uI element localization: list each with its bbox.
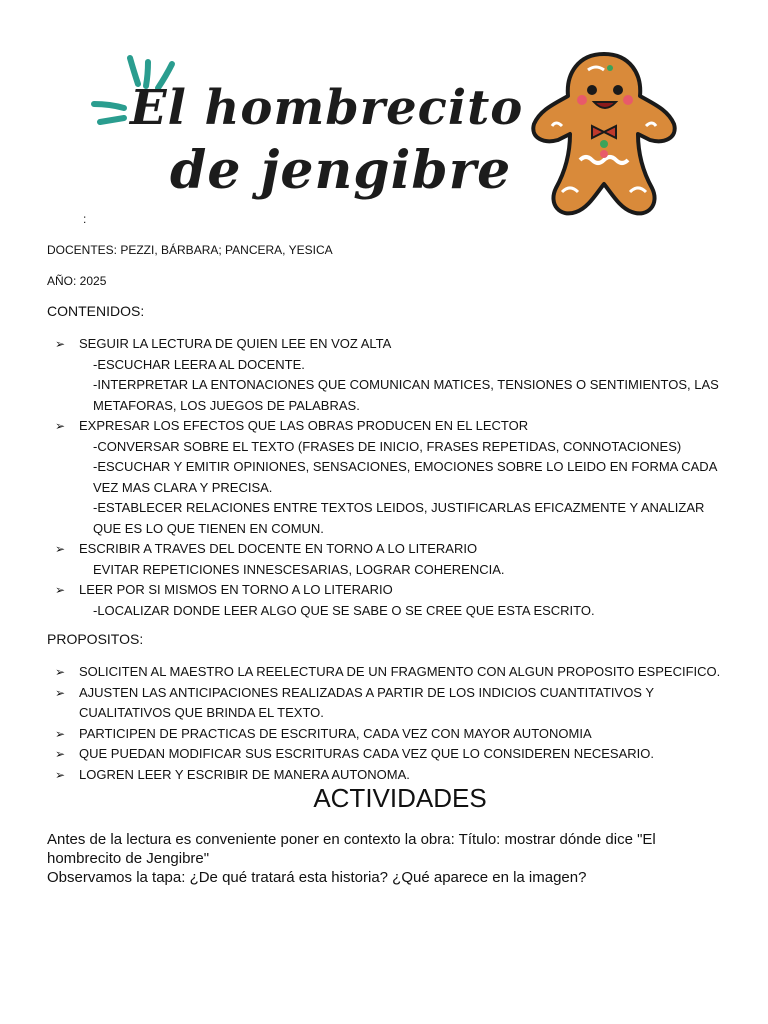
list-item (47, 683, 727, 724)
header (0, 0, 768, 230)
actividades-heading: ACTIVIDADES (313, 783, 487, 813)
list-item-text: QUE PUEDAN MODIFICAR SUS ESCRITURAS CADA VEZ QUE LO CONSIDEREN NECESARIO. (79, 746, 654, 761)
paragraph-line: Antes de la lectura es conveniente poner en contexto la obra: Título: mostrar dónde dice "El hombrecito de Jengibre" (47, 831, 656, 867)
arrow-bullet-icon: ➢ (55, 419, 66, 433)
list-subitem: EVITAR REPETICIONES INNESCESARIAS, LOGRAR COHERENCIA. (93, 561, 505, 577)
colon-mark: : (83, 212, 87, 226)
arrow-bullet-icon: ➢ (55, 726, 66, 741)
list-item-text: PARTICIPEN DE PRACTICAS DE ESCRITURA, CADA VEZ CON MAYOR AUTONOMIA (79, 725, 592, 741)
list-item-text: SOLICITEN AL MAESTRO LA REELECTURA DE UN FRAGMENTO CON ALGUN PROPOSITO ESPECIFICO. (79, 664, 721, 679)
list-item (47, 724, 727, 745)
list-item (47, 416, 727, 539)
gingerbread-man-illustration (526, 48, 682, 220)
arrow-bullet-icon: ➢ (55, 685, 66, 700)
list-item (47, 662, 727, 683)
list-item (47, 765, 727, 786)
list-subitem: -LOCALIZAR DONDE LEER ALGO QUE SE SABE O SE CREE QUE ESTA ESCRITO. (93, 602, 595, 618)
propositos-list (47, 662, 727, 785)
title-block (88, 52, 524, 212)
list-item-text: ESCRIBIR A TRAVES DEL DOCENTE EN TORNO A LO LITERARIO (79, 541, 478, 556)
list-item-text: SEGUIR LA LECTURA DE QUIEN LEE EN VOZ ALTA (79, 336, 392, 351)
list-subitem: -INTERPRETAR LA ENTONACIONES QUE COMUNICAN MATICES, TENSIONES O SENTIMIENTOS, LAS METAFORAS, LOS JUEGOS DE PALABRAS. (93, 377, 719, 413)
list-item-text: LOGREN LEER Y ESCRIBIR DE MANERA AUTONOMA. (79, 766, 410, 782)
propositos-heading: PROPOSITOS: (47, 631, 144, 647)
list-item-text: EXPRESAR LOS EFECTOS QUE LAS OBRAS PRODUCEN EN EL LECTOR (79, 418, 529, 433)
title-line-2: de jengibre (170, 140, 512, 201)
contenidos-list (47, 334, 727, 621)
arrow-bullet-icon: ➢ (55, 767, 66, 782)
arrow-bullet-icon: ➢ (55, 337, 66, 351)
docentes-line: DOCENTES: PEZZI, BÁRBARA; PANCERA, YESICA (47, 243, 333, 257)
list-item-text: LEER POR SI MISMOS EN TORNO A LO LITERARIO (79, 582, 393, 597)
arrow-bullet-icon: ➢ (55, 665, 66, 679)
list-item (47, 334, 727, 416)
contenidos-heading: CONTENIDOS: (47, 303, 145, 319)
arrow-bullet-icon: ➢ (55, 583, 66, 597)
list-subitem: -CONVERSAR SOBRE EL TEXTO (FRASES DE INICIO, FRASES REPETIDAS, CONNOTACIONES) (93, 438, 682, 454)
list-item-text: AJUSTEN LAS ANTICIPACIONES REALIZADAS A PARTIR DE LOS INDICIOS CUANTITATIVOS Y CUALITATIVOS QUE BRINDA EL TEXTO. (79, 684, 654, 720)
list-subitem: -ESCUCHAR LEERA AL DOCENTE. (93, 356, 305, 372)
list-item (47, 744, 727, 765)
list-item (47, 539, 727, 580)
arrow-bullet-icon: ➢ (55, 747, 66, 761)
paragraph-line: Observamos la tapa: ¿De qué tratará esta historia? ¿Qué aparece en la imagen? (47, 869, 587, 886)
list-item (47, 580, 727, 621)
anio-line: AÑO: 2025 (47, 274, 107, 288)
list-subitem: -ESTABLECER RELACIONES ENTRE TEXTOS LEIDOS, JUSTIFICARLAS EFICAZMENTE Y ANALIZAR QUE ES LO QUE TIENEN EN COMUN. (93, 500, 705, 536)
list-subitem: -ESCUCHAR Y EMITIR OPINIONES, SENSACIONES, EMOCIONES SOBRE LO LEIDO EN FORMA CADA VEZ MAS CLARA Y PRECISA. (93, 459, 717, 495)
arrow-bullet-icon: ➢ (55, 542, 66, 556)
actividades-paragraph (47, 830, 727, 887)
title-line-1: El hombrecito (130, 80, 524, 136)
